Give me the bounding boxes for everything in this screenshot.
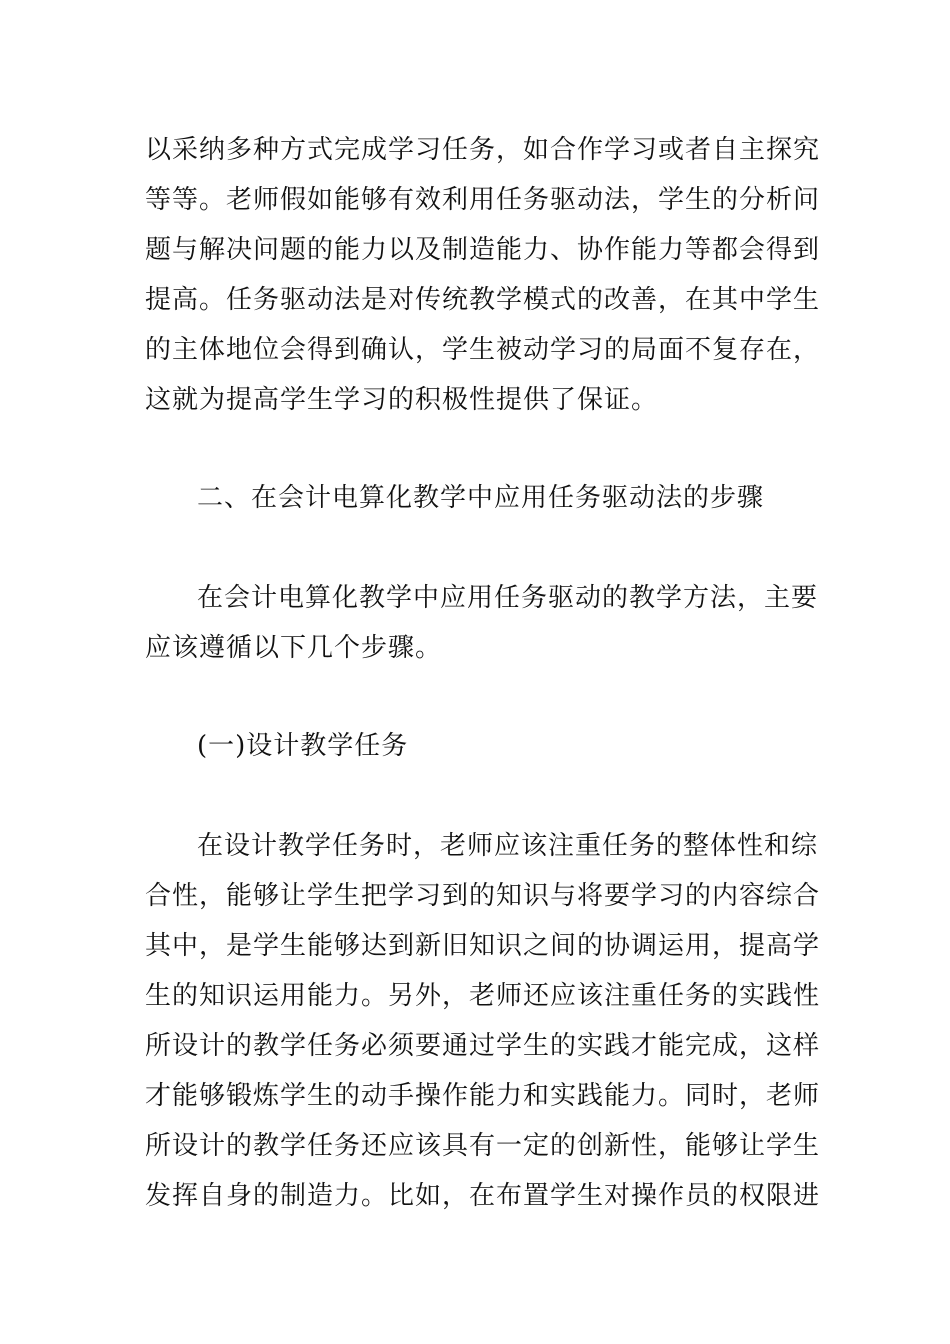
section-heading: 二、在会计电算化教学中应用任务驱动法的步骤: [197, 483, 765, 513]
paragraph-line: 应该遵循以下几个步骤。: [145, 633, 443, 663]
paragraph-line: 这就为提高学生学习的积极性提供了保证。: [145, 385, 659, 415]
paragraph-line: 的主体地位会得到确认，学生被动学习的局面不复存在，: [145, 335, 821, 365]
subsection-heading: (一)设计教学任务: [197, 731, 409, 761]
paragraph-line: 生的知识运用能力。另外，老师还应该注重任务的实践性: [145, 981, 821, 1011]
paragraph-line: 等等。老师假如能够有效利用任务驱动法，学生的分析问: [145, 185, 821, 215]
paragraph-line: 题与解决问题的能力以及制造能力、协作能力等都会得到: [145, 235, 821, 265]
paragraph-line: 合性，能够让学生把学习到的知识与将要学习的内容综合: [145, 881, 821, 911]
paragraph-line: 所设计的教学任务还应该具有一定的创新性，能够让学生: [145, 1131, 821, 1161]
paragraph-line: 其中，是学生能够达到新旧知识之间的协调运用，提高学: [145, 931, 821, 961]
paragraph-line: 才能够锻炼学生的动手操作能力和实践能力。同时，老师: [145, 1081, 821, 1111]
paragraph-line: 发挥自身的制造力。比如，在布置学生对操作员的权限进: [145, 1181, 821, 1211]
paragraph-line: 提高。任务驱动法是对传统教学模式的改善，在其中学生: [145, 285, 821, 315]
paragraph-line: 在会计电算化教学中应用任务驱动的教学方法，主要: [197, 583, 819, 613]
paragraph-line: 在设计教学任务时，老师应该注重任务的整体性和综: [197, 831, 819, 861]
paragraph-line: 以采纳多种方式完成学习任务，如合作学习或者自主探究: [145, 135, 821, 165]
paragraph-line: 所设计的教学任务必须要通过学生的实践才能完成，这样: [145, 1031, 821, 1061]
